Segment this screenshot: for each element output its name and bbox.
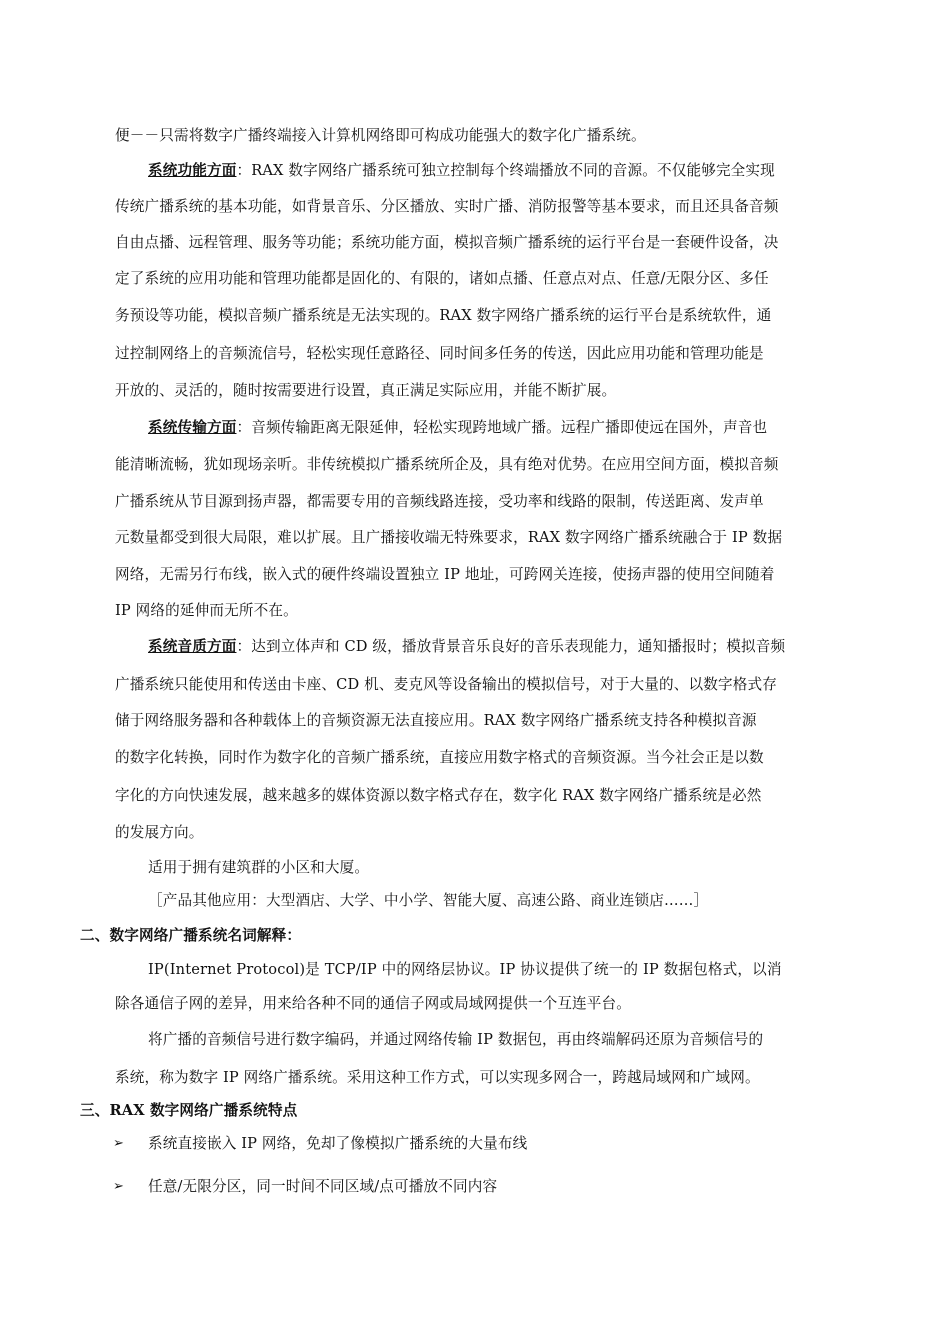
section2-p1-line: 除各通信子网的差异，用来给各种不同的通信子网或局域网提供一个互连平台。	[115, 995, 632, 1012]
quality-line: 的数字化转换，同时作为数字化的音频广播系统，直接应用数字格式的音频资源。当今社会正是以数	[115, 749, 764, 766]
quality-line: 的发展方向。	[115, 824, 204, 841]
function-line: 开放的、灵活的，随时按需要进行设置，真正满足实际应用，并能不断扩展。	[115, 382, 617, 399]
other-apps-line: ［产品其他应用：大型酒店、大学、中小学、智能大厦、高速公路、商业连锁店……］	[148, 892, 709, 909]
transmission-label: 系统传输方面	[148, 419, 237, 436]
section3-heading: 三、RAX 数字网络广播系统特点	[80, 1102, 298, 1119]
section2-heading: 二、数字网络广播系统名词解释：	[80, 927, 302, 944]
transmission-line: IP 网络的延伸而无所不在。	[115, 602, 298, 619]
transmission-line: 能清晰流畅，犹如现场亲听。非传统模拟广播系统所企及，具有绝对优势。在应用空间方面，模拟音频	[115, 456, 779, 473]
arrow-bullet-icon: ➢	[113, 1136, 125, 1151]
function-line: 定了系统的应用功能和管理功能都是固化的、有限的，诸如点播、任意点对点、任意/无限分区、多任	[115, 270, 769, 287]
section2-p2-line: 将广播的音频信号进行数字编码，并通过网络传输 IP 数据包，再由终端解码还原为音频信号的	[148, 1031, 764, 1048]
quality-line: 广播系统只能使用和传送由卡座、CD 机、麦克风等设备输出的模拟信号，对于大量的、以数字格式存	[115, 676, 777, 693]
feature-bullet-item: 系统直接嵌入 IP 网络，免却了像模拟广播系统的大量布线	[148, 1135, 528, 1152]
intro-tail-line: 便－－只需将数字广播终端接入计算机网络即可构成功能强大的数字化广播系统。	[115, 127, 646, 144]
section2-p2-line: 系统，称为数字 IP 网络广播系统。采用这种工作方式，可以实现多网合一，跨越局域网和广域网。	[115, 1069, 760, 1086]
arrow-bullet-icon: ➢	[113, 1179, 125, 1194]
feature-bullet-item: 任意/无限分区，同一时间不同区域/点可播放不同内容	[148, 1178, 498, 1195]
quality-line: ：达到立体声和 CD 级，播放背景音乐良好的音乐表现能力，通知播报时；模拟音频	[236, 638, 786, 655]
function-line: 务预设等功能，模拟音频广播系统是无法实现的。RAX 数字网络广播系统的运行平台是系统软件，通	[115, 307, 772, 324]
function-label: 系统功能方面	[148, 162, 237, 179]
transmission-first-line	[148, 418, 767, 438]
function-first-line	[148, 161, 775, 181]
function-line: 传统广播系统的基本功能，如背景音乐、分区播放、实时广播、消防报警等基本要求，而且还具备音频	[115, 198, 779, 215]
quality-label: 系统音质方面	[148, 638, 237, 655]
quality-line: 字化的方向快速发展，越来越多的媒体资源以数字格式存在，数字化 RAX 数字网络广播系统是必然	[115, 787, 762, 804]
quality-line: 储于网络服务器和各种载体上的音频资源无法直接应用。RAX 数字网络广播系统支持各种模拟音源	[115, 712, 757, 729]
transmission-line: 元数量都受到很大局限，难以扩展。且广播接收端无特殊要求，RAX 数字网络广播系统融合于 IP 数据	[115, 529, 783, 546]
transmission-line: ：音频传输距离无限延伸，轻松实现跨地域广播。远程广播即使远在国外，声音也	[236, 419, 768, 436]
function-line: ：RAX 数字网络广播系统可独立控制每个终端播放不同的音源。不仅能够完全实现	[236, 162, 775, 179]
function-line: 过控制网络上的音频流信号，轻松实现任意路径、同时间多任务的传送，因此应用功能和管理功能是	[115, 345, 764, 362]
applicable-line: 适用于拥有建筑群的小区和大厦。	[148, 859, 370, 876]
transmission-line: 网络，无需另行布线，嵌入式的硬件终端设置独立 IP 地址，可跨网关连接，使扬声器的使用空间随着	[115, 566, 775, 583]
quality-first-line	[148, 637, 785, 657]
transmission-line: 广播系统从节目源到扬声器，都需要专用的音频线路连接，受功率和线路的限制，传送距离、发声单	[115, 493, 764, 510]
function-line: 自由点播、远程管理、服务等功能；系统功能方面，模拟音频广播系统的运行平台是一套硬件设备，决	[115, 234, 779, 251]
section2-p1-line: IP(Internet Protocol)是 TCP/IP 中的网络层协议。IP 协议提供了统一的 IP 数据包格式，以消	[148, 961, 782, 978]
